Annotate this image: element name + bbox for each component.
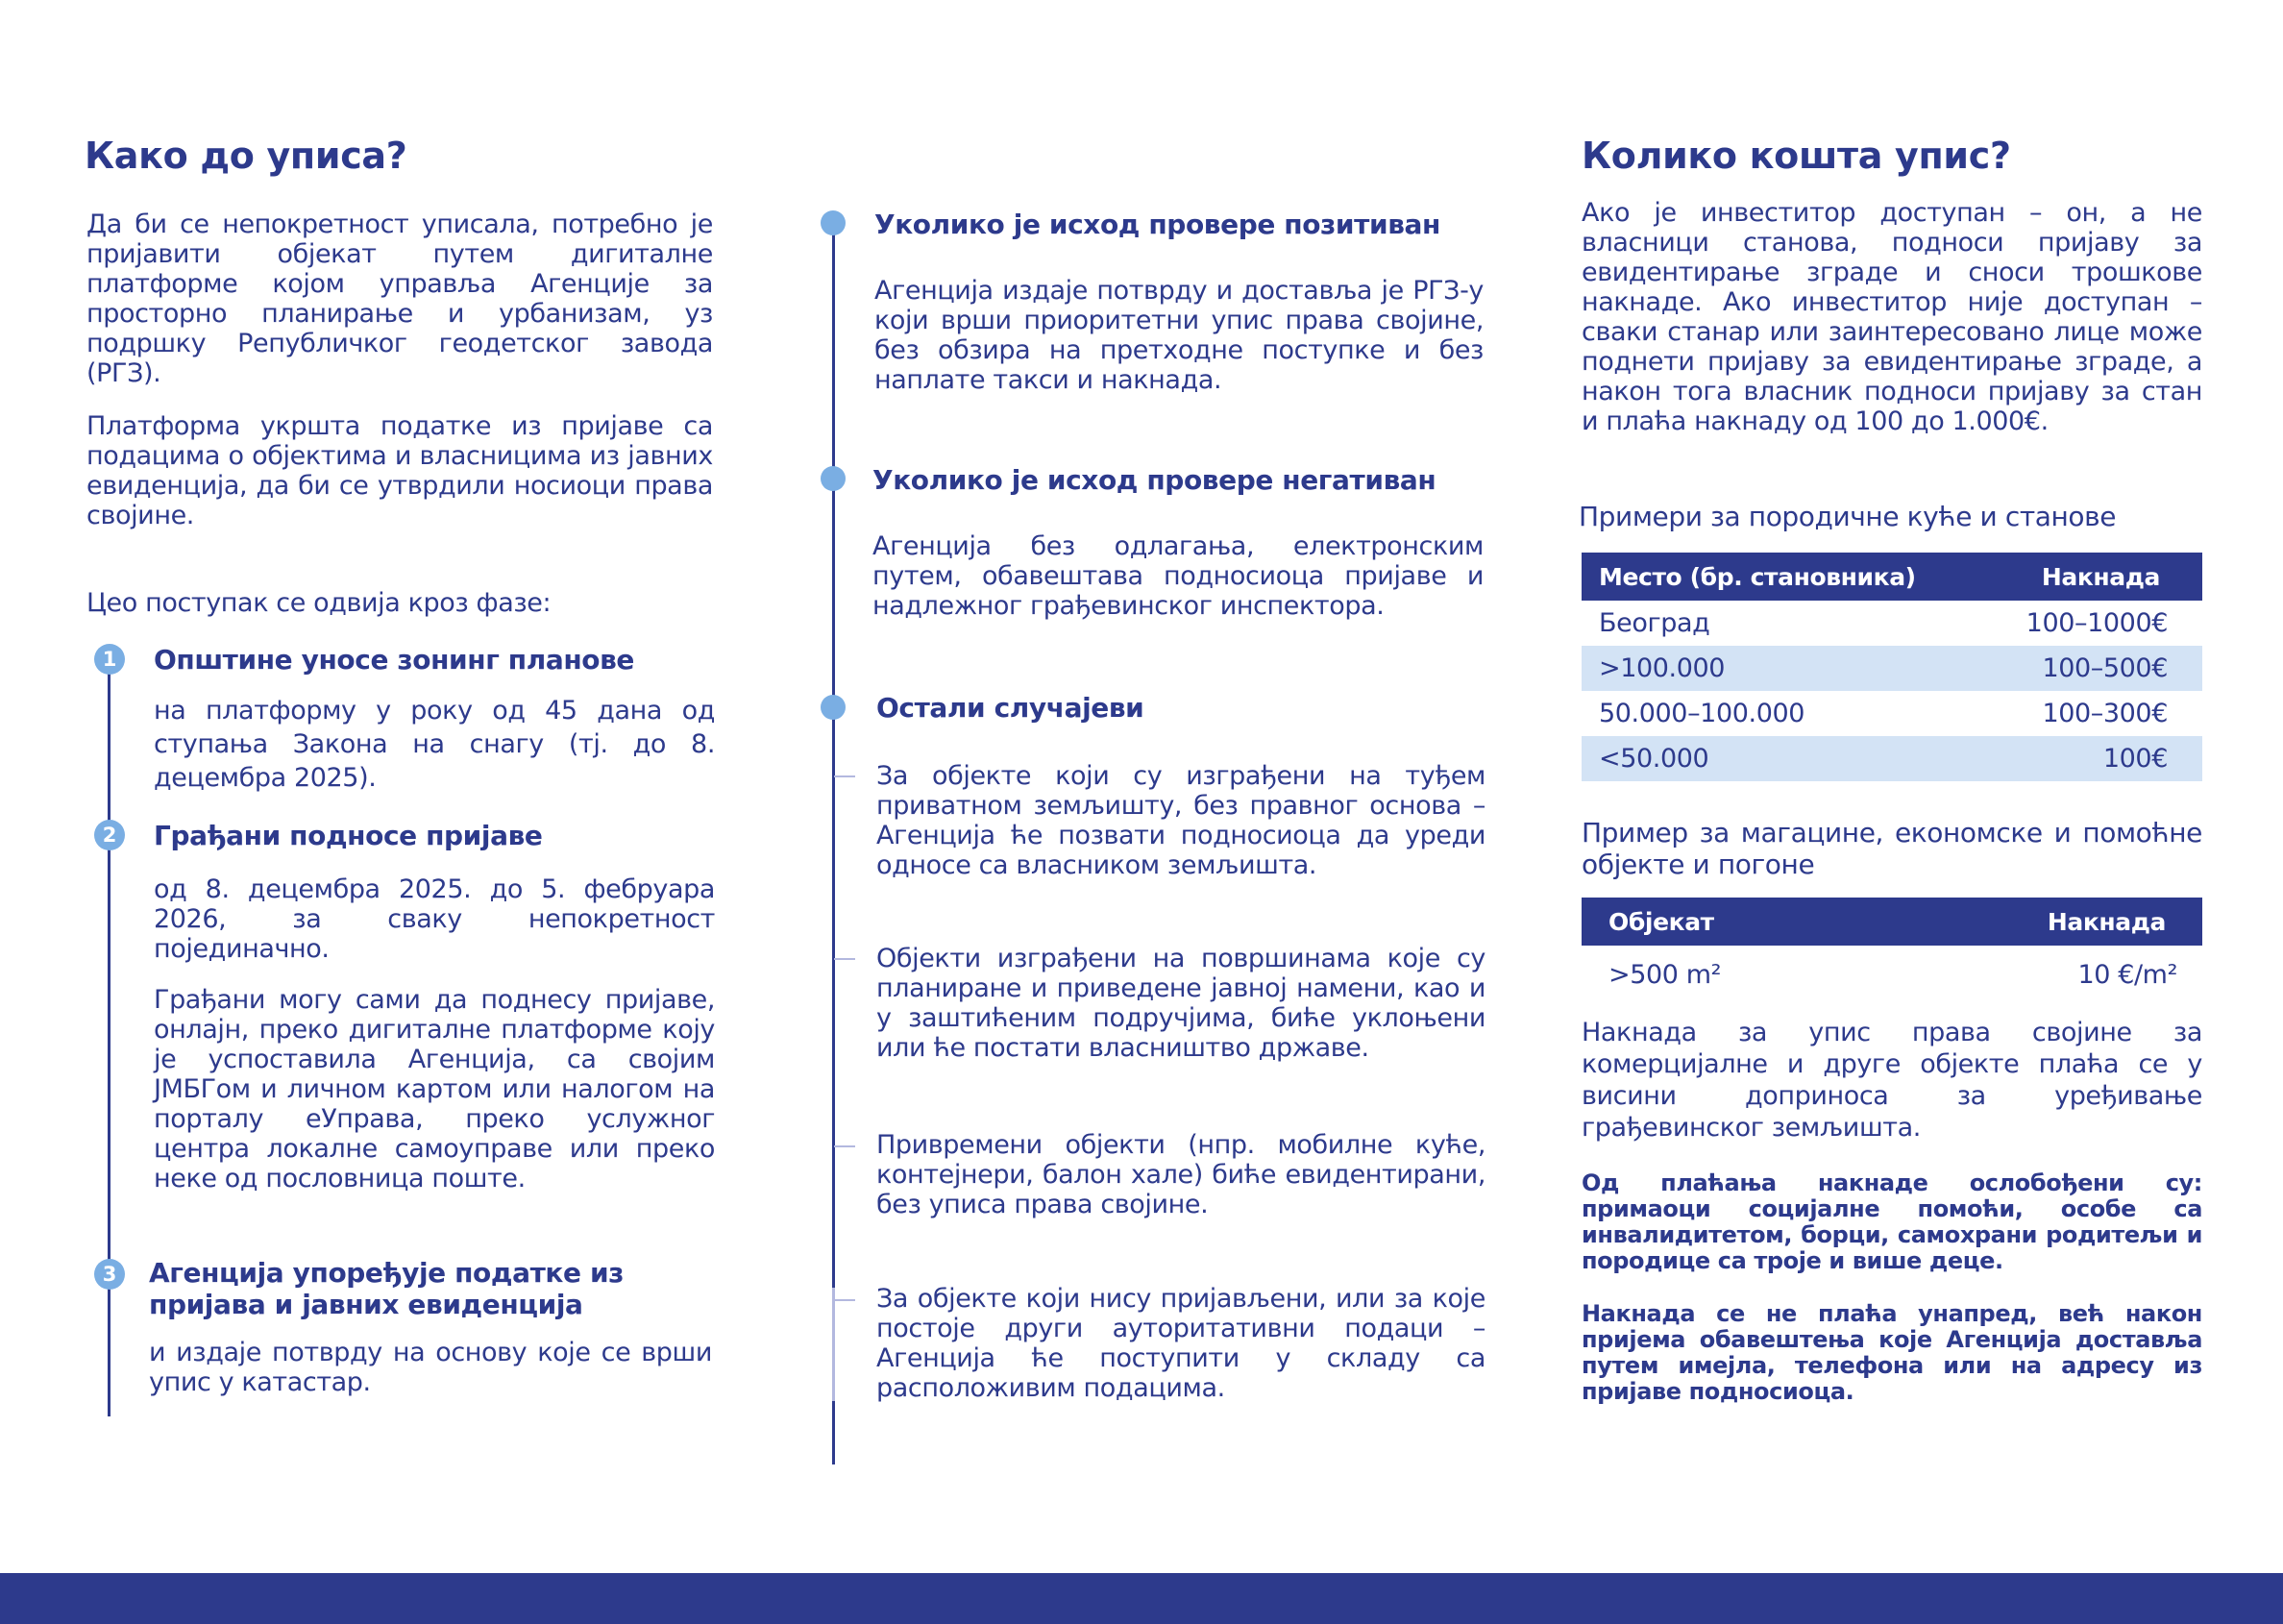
place-cell: <50.000	[1582, 736, 1982, 781]
step-3-number-icon: 3	[94, 1259, 125, 1290]
exemptions-note: Од плаћања накнаде ослобођени су: примаоци социјалне помоћи, особе са инвалидитетом, борци, самохрани родитељи и породице са троје и више деце.	[1582, 1169, 2202, 1274]
payment-note: Накнада се не плаћа унапред, већ након пријема обавештења које Агенција доставља путем имејла, телефона или на адресу из пријаве подносиоца.	[1582, 1300, 2202, 1405]
other-case-3: Привремени објекти (нпр. мобилне куће, контејнери, балон хале) биће евидентирани, без уписа права својине.	[876, 1130, 1485, 1219]
other-case-1: За објекте који су изграђени на туђем приватном земљишту, без правног основа – Агенција ће позвати подносиоца да уреди односе са власником земљишта.	[876, 761, 1485, 880]
outcome-negative-title: Уколико је исход провере негативан	[872, 464, 1436, 496]
fees-table-houses	[1582, 553, 2202, 781]
object-cell: >500 m²	[1608, 959, 1722, 990]
step-1-number-icon: 1	[94, 644, 125, 675]
table-row	[1582, 736, 2202, 781]
table1-caption: Примери за породичне куће и станове	[1579, 501, 2117, 532]
column-header-fee: Накнада	[1982, 553, 2202, 601]
table-row	[1582, 946, 2202, 1003]
table-row	[1582, 601, 2202, 646]
other-cases-title: Остали случајеви	[876, 692, 1144, 724]
phases-intro: Цео поступак се одвија кроз фазе:	[86, 588, 552, 618]
timeline-tick	[834, 958, 855, 960]
table-row	[1582, 691, 2202, 736]
place-cell: 50.000–100.000	[1599, 699, 1805, 728]
fee-cell: 100–300€	[2042, 699, 2168, 728]
step-2-text-2: Грађани могу сами да поднесу пријаве, онлајн, преко дигиталне платформе коју је успоставила Агенција, са својим ЈМБГом и личном картом или налогом на порталу еУправа, преко услужног центра локалне самоуправе или преко неке од пословница поште.	[154, 985, 715, 1193]
timeline-line	[108, 657, 110, 1416]
timeline-dot-icon	[821, 466, 846, 491]
cost-intro: Ако је инвеститор доступан – он, а не власници станова, подноси пријаву за евидентирање зграде и сноси трошкове накнаде. Ако инвеститор није доступан – сваки станар или заинтересовано лице може поднети пријаву за евидентирање зграде, а након тога власник подноси пријаву за стан и плаћа накнаду од 100 до 1.000€.	[1582, 198, 2202, 436]
step-1-text: на платформу у року од 45 дана од ступања Закона на снагу (тј. до 8. децембра 2025).	[154, 696, 715, 793]
fee-cell: 100€	[1982, 736, 2202, 781]
step-2-title: Грађани подносе пријаве	[154, 820, 543, 851]
column-header-place: Место (бр. становника)	[1582, 553, 1982, 601]
step-1-title: Општине уносе зонинг планове	[154, 644, 635, 676]
table-header-row	[1582, 898, 2202, 946]
table-header-row	[1582, 553, 2202, 601]
timeline-dot-icon	[821, 695, 846, 720]
timeline-line-middle	[832, 223, 835, 1464]
section-title-how-much: Колико кошта упис?	[1582, 135, 2011, 177]
fees-table-warehouses	[1582, 898, 2202, 1003]
outcome-negative-text: Агенција без одлагања, електронским путем, обавештава подносиоца пријаве и надлежног грађевинског инспектора.	[872, 531, 1484, 621]
timeline-tick	[834, 1145, 855, 1147]
timeline-tick	[834, 775, 855, 777]
commercial-fee-note: Накнада за упис права својине за комерцијалне и друге објекте плаћа се у висини доприноса за уређивање грађевинског земљишта.	[1582, 1018, 2202, 1143]
fee-cell: 100–500€	[1982, 646, 2202, 691]
section-title-how-to-register: Како до уписа?	[85, 135, 407, 177]
place-cell: Београд	[1599, 608, 1710, 638]
place-cell: >100.000	[1582, 646, 1982, 691]
timeline-dot-icon	[821, 210, 846, 235]
fee-cell: 100–1000€	[2025, 608, 2168, 638]
step-3-text: и издаје потврду на основу које се врши упис у катастар.	[149, 1338, 712, 1397]
step-2-text-1: од 8. децембра 2025. до 5. фебруара 2026, за сваку непокретност појединачно.	[154, 874, 715, 964]
step-2-number-icon: 2	[94, 820, 125, 850]
outcome-positive-text: Агенција издаје потврду и доставља је РГЗ-у који врши приоритетни упис права својине, без обзира на претходне поступке и без наплате такси и накнада.	[874, 276, 1484, 395]
table-row	[1582, 646, 2202, 691]
table2-caption: Пример за магацине, економске и помоћне објекте и погоне	[1582, 817, 2202, 880]
intro-paragraph-2: Платформа укршта податке из пријаве са подацима о објектима и власницима из јавних евиденција, да би се утврдили носиоци права својине.	[86, 411, 713, 530]
footer-band	[0, 1573, 2283, 1624]
intro-paragraph-1: Да би се непокретност уписала, потребно је пријавити објекат путем дигиталне платформе којом управља Агенције за просторно планирање и урбанизам, уз подршку Републичког геодетског завода (РГЗ).	[86, 209, 713, 388]
timeline-tick	[834, 1299, 855, 1301]
column-header-object: Објекат	[1582, 898, 1878, 946]
step-3-title: Агенција упоређује податке из пријава и јавних евиденција	[149, 1257, 625, 1320]
fee-cell: 10 €/m²	[2077, 959, 2177, 990]
outcome-positive-title: Уколико је исход провере позитиван	[874, 209, 1440, 240]
other-case-4: За објекте који нису пријављени, или за које постоје други ауторитативни подаци – Агенција ће поступити у складу са расположивим подацима.	[876, 1284, 1485, 1403]
column-header-fee: Накнада	[1878, 898, 2202, 946]
timeline-line-highlight	[832, 1288, 835, 1401]
other-case-2: Објекти изграђени на површинама које су планиране и приведене јавној намени, као и у заштићеним подручјима, биће уклоњени или ће постати власништво државе.	[876, 944, 1485, 1063]
